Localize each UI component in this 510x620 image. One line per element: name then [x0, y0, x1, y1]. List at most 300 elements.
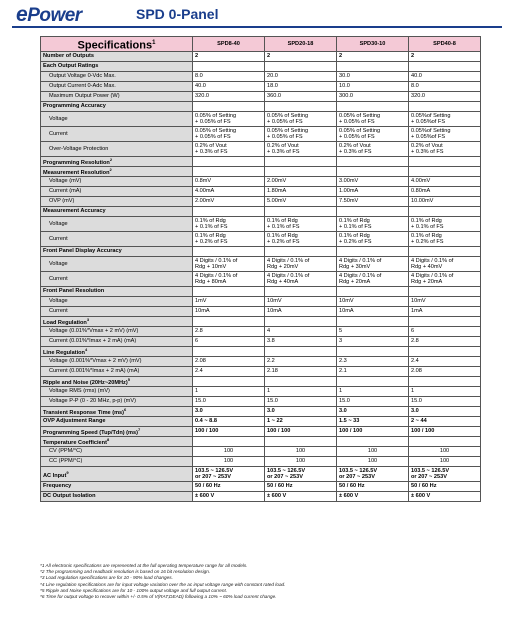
- footnotes: [40, 563, 490, 600]
- row-label: [41, 407, 193, 417]
- row-label: [41, 327, 193, 337]
- row-label-text: CC (PPM/°C): [49, 458, 83, 465]
- value-cell: [265, 347, 337, 357]
- value-cell: [337, 467, 409, 482]
- table-row: [41, 142, 481, 157]
- value-line: Rdg + 40mV: [411, 264, 443, 270]
- footnote: *4 Line regulation specifications are for input voltage variation over the ac input voltage range with constant rated load.: [40, 581, 286, 587]
- model-header: SPD30-10: [337, 37, 409, 52]
- value-cell: [409, 437, 481, 447]
- row-label-text: Current: [49, 275, 68, 282]
- value-line: Rdg + 10mV: [195, 264, 227, 270]
- value-line: 0.2% of Vout: [195, 142, 227, 149]
- value-line: 0.1% of Rdg: [339, 217, 370, 224]
- table-row: [41, 447, 481, 457]
- table-row: [41, 127, 481, 142]
- value-line: 0.1% of Rdg: [267, 232, 298, 239]
- row-label: [41, 92, 193, 102]
- footnote: *1 All electronic specifications are represented at the full operating temperature range for all models.: [40, 563, 248, 568]
- value-cell: [265, 437, 337, 447]
- row-label: [41, 197, 193, 207]
- value-cell: 1: [193, 387, 265, 397]
- value-line: 0.1% of Rdg: [195, 217, 226, 224]
- row-label: [41, 437, 193, 447]
- value-cell: [409, 112, 481, 127]
- value-cell: 18.0: [265, 82, 337, 92]
- value-line: 0.1% of Rdg: [411, 217, 442, 224]
- value-cell: [193, 207, 265, 217]
- value-cell: ± 600 V: [337, 492, 409, 502]
- row-label-text: Voltage P-P (0 - 20 MHz, p-p) (mV): [49, 398, 136, 405]
- footnote: *2 The programming and readback resolution is based on 16 bit resolution design.: [40, 569, 211, 575]
- value-line: + 0.3% of FS: [411, 149, 444, 155]
- value-cell: 50 / 60 Hz: [337, 482, 409, 492]
- model-header: SPD20-18: [265, 37, 337, 52]
- value-cell: 10mA: [265, 307, 337, 317]
- row-label-text: Transient Response Time (ms): [43, 409, 125, 416]
- row-label: [41, 82, 193, 92]
- value-cell: [193, 437, 265, 447]
- row-label-text: Output Voltage 0-Vdc Max.: [49, 73, 116, 80]
- value-line: + 0.1% of FS: [411, 224, 444, 230]
- table-row: [41, 427, 481, 437]
- value-cell: 360.0: [265, 92, 337, 102]
- value-line: + 0.1% of FS: [195, 224, 228, 230]
- table-row: [41, 377, 481, 387]
- value-cell: [193, 142, 265, 157]
- value-line: 0.05%of Setting: [411, 127, 451, 134]
- header-divider: [12, 26, 502, 28]
- row-label: [41, 492, 193, 502]
- value-line: Rdg + 30mV: [339, 264, 371, 270]
- table-row: [41, 272, 481, 287]
- brand-prefix: e: [16, 3, 28, 26]
- value-cell: 1mA: [409, 307, 481, 317]
- row-label-sup: 6: [124, 407, 127, 413]
- value-cell: 20.0: [265, 72, 337, 82]
- value-cell: [265, 247, 337, 257]
- row-label: [41, 297, 193, 307]
- value-line: 4 Digits / 0.1% of: [195, 272, 238, 279]
- value-cell: 0.8mV: [193, 177, 265, 187]
- value-line: 103.5 ~ 126.5V: [267, 467, 306, 474]
- table-row: [41, 72, 481, 82]
- value-cell: [265, 112, 337, 127]
- brand-name: Power: [27, 5, 82, 26]
- value-cell: 4: [265, 327, 337, 337]
- value-cell: 100: [337, 457, 409, 467]
- row-label-text: Load Regulation: [43, 319, 87, 326]
- row-label-text: Ripple and Noise (20Hz~20MHz): [43, 379, 128, 386]
- value-cell: 50 / 60 Hz: [265, 482, 337, 492]
- value-cell: [265, 232, 337, 247]
- value-cell: [409, 257, 481, 272]
- value-cell: 2.4: [193, 367, 265, 377]
- value-cell: 3: [337, 337, 409, 347]
- table-row: [41, 52, 481, 62]
- value-cell: 30.0: [337, 72, 409, 82]
- row-label: [41, 347, 193, 357]
- row-label-sup: 7: [138, 427, 141, 433]
- value-cell: 10mV: [409, 297, 481, 307]
- row-label: [41, 482, 193, 492]
- table-row: [41, 62, 481, 72]
- table-row: [41, 467, 481, 482]
- value-cell: 100: [409, 457, 481, 467]
- model-header: SPD40-8: [409, 37, 481, 52]
- value-cell: [337, 347, 409, 357]
- row-label: [41, 317, 193, 327]
- table-row: [41, 177, 481, 187]
- value-cell: [337, 142, 409, 157]
- value-cell: 0.4 ~ 8.8: [193, 417, 265, 427]
- value-cell: 3.00mV: [337, 177, 409, 187]
- row-label-sup: 5: [127, 377, 130, 383]
- value-cell: [409, 62, 481, 72]
- value-cell: 1mV: [193, 297, 265, 307]
- value-line: 4 Digits / 0.1% of: [411, 272, 454, 279]
- value-cell: [409, 232, 481, 247]
- value-cell: [409, 217, 481, 232]
- row-label-text: Number of Outputs: [43, 53, 94, 60]
- table-row: [41, 327, 481, 337]
- value-cell: 100: [265, 447, 337, 457]
- row-label: [41, 427, 193, 437]
- row-label-text: Programming Resolution: [43, 159, 110, 166]
- row-label: [41, 187, 193, 197]
- page-header: [0, 0, 510, 30]
- value-line: or 207 ~ 253V: [267, 474, 303, 480]
- value-line: 4 Digits / 0.1% of: [267, 257, 310, 264]
- row-label: [41, 62, 193, 72]
- row-label-text: Measurement Resolution: [43, 169, 110, 176]
- table-row: [41, 482, 481, 492]
- value-cell: [193, 257, 265, 272]
- value-cell: 10.00mV: [409, 197, 481, 207]
- row-label-text: Front Panel Display Accuracy: [43, 248, 122, 255]
- value-line: 0.1% of Rdg: [195, 232, 226, 239]
- value-line: + 0.05%of FS: [411, 119, 446, 125]
- table-row: [41, 257, 481, 272]
- table-title: [41, 37, 193, 52]
- value-line: + 0.2% of FS: [195, 239, 228, 245]
- value-cell: 40.0: [409, 72, 481, 82]
- value-cell: [337, 112, 409, 127]
- row-label: [41, 287, 193, 297]
- value-line: + 0.05% of FS: [267, 119, 303, 125]
- value-cell: 2: [265, 52, 337, 62]
- table-row: [41, 407, 481, 417]
- value-cell: 2.4: [409, 357, 481, 367]
- value-cell: 3.0: [409, 407, 481, 417]
- value-cell: 40.0: [193, 82, 265, 92]
- row-label: [41, 177, 193, 187]
- table-row: [41, 437, 481, 447]
- value-cell: 2.08: [193, 357, 265, 367]
- row-label-text: Voltage: [49, 260, 68, 267]
- value-cell: [409, 247, 481, 257]
- value-cell: [337, 127, 409, 142]
- value-cell: [193, 287, 265, 297]
- value-cell: [409, 207, 481, 217]
- table-row: [41, 92, 481, 102]
- value-cell: [409, 347, 481, 357]
- value-cell: [337, 377, 409, 387]
- value-line: 0.05% of Setting: [339, 112, 381, 119]
- value-line: 0.1% of Rdg: [411, 232, 442, 239]
- footnote: *5 Ripple and Noise specifications are for 10 - 100% output voltage and full output current.: [40, 587, 228, 593]
- row-label: [41, 102, 193, 112]
- row-label-text: Frequency: [43, 483, 72, 490]
- value-cell: [337, 167, 409, 177]
- value-cell: 8.0: [409, 82, 481, 92]
- table-title-sup: 1: [152, 39, 156, 46]
- value-line: 0.2% of Vout: [339, 142, 371, 149]
- value-cell: 50 / 60 Hz: [409, 482, 481, 492]
- row-label-text: Front Panel Resolution: [43, 288, 105, 295]
- row-label: [41, 207, 193, 217]
- value-cell: [337, 102, 409, 112]
- row-label-text: Programming Accuracy: [43, 103, 106, 110]
- row-label: [41, 257, 193, 272]
- value-line: + 0.2% of FS: [411, 239, 444, 245]
- value-cell: 7.50mV: [337, 197, 409, 207]
- spec-table: [40, 36, 481, 502]
- value-cell: [265, 467, 337, 482]
- value-line: Rdg + 40mA: [267, 279, 299, 285]
- value-cell: 100: [265, 457, 337, 467]
- value-cell: 10mA: [193, 307, 265, 317]
- table-row: [41, 157, 481, 167]
- value-cell: [265, 62, 337, 72]
- row-label: [41, 52, 193, 62]
- value-cell: 2.18: [265, 367, 337, 377]
- value-cell: [409, 157, 481, 167]
- value-cell: [265, 317, 337, 327]
- row-label-text: OVP (mV): [49, 198, 75, 205]
- page-title: SPD 0-Panel: [136, 6, 219, 22]
- value-line: + 0.05%of FS: [411, 134, 446, 140]
- row-label-text: Current: [49, 308, 68, 315]
- row-label-text: Voltage RMS (rms) (mV): [49, 388, 110, 395]
- table-row: [41, 357, 481, 367]
- value-cell: [193, 272, 265, 287]
- value-cell: [409, 127, 481, 142]
- value-cell: ± 600 V: [409, 492, 481, 502]
- value-line: 4 Digits / 0.1% of: [339, 257, 382, 264]
- value-line: Rdg + 80mA: [195, 279, 227, 285]
- value-line: + 0.2% of FS: [339, 239, 372, 245]
- value-line: + 0.1% of FS: [267, 224, 300, 230]
- value-line: + 0.05% of FS: [267, 134, 303, 140]
- value-line: Rdg + 20mV: [267, 264, 299, 270]
- value-line: or 207 ~ 253V: [339, 474, 375, 480]
- footnote: *3 Load regulation specifications are for 10 - 90% load changes.: [40, 575, 173, 581]
- value-cell: 5: [337, 327, 409, 337]
- table-row: [41, 457, 481, 467]
- row-label-text: Over-Voltage Protection: [49, 145, 109, 152]
- value-cell: 6: [193, 337, 265, 347]
- table-row: [41, 417, 481, 427]
- value-cell: [193, 377, 265, 387]
- row-label: [41, 157, 193, 167]
- value-cell: [409, 377, 481, 387]
- value-cell: [193, 157, 265, 167]
- value-cell: 2: [193, 52, 265, 62]
- value-cell: 2.2: [265, 357, 337, 367]
- value-line: 0.05% of Setting: [339, 127, 381, 134]
- value-line: Rdg + 20mA: [411, 279, 443, 285]
- value-cell: 15.0: [193, 397, 265, 407]
- value-line: 0.05%of Setting: [411, 112, 451, 119]
- value-cell: [265, 272, 337, 287]
- table-row: [41, 102, 481, 112]
- value-cell: [265, 102, 337, 112]
- table-row: [41, 197, 481, 207]
- value-line: + 0.1% of FS: [339, 224, 372, 230]
- row-label: [41, 232, 193, 247]
- row-label: [41, 337, 193, 347]
- value-cell: [337, 232, 409, 247]
- row-label: [41, 377, 193, 387]
- row-label-text: Maximum Output Power (W): [49, 93, 120, 100]
- table-title-text: Specifications: [77, 39, 153, 52]
- value-line: 4 Digits / 0.1% of: [267, 272, 310, 279]
- value-cell: [193, 102, 265, 112]
- table-row: [41, 232, 481, 247]
- value-cell: ± 600 V: [265, 492, 337, 502]
- table-row: [41, 492, 481, 502]
- value-cell: 2.00mV: [193, 197, 265, 207]
- value-cell: 1.00mA: [337, 187, 409, 197]
- value-cell: 6: [409, 327, 481, 337]
- row-label-text: Programming Speed (Tup/Tdn) (ms): [43, 429, 138, 436]
- footnote: *6 Time for output voltage to recover within +/- 0.5% of V(RAT,DEAD) following a 10% ~ 60% load current change.: [40, 594, 277, 600]
- row-label-text: Measurement Accuracy: [43, 208, 106, 215]
- value-cell: 10mV: [265, 297, 337, 307]
- value-line: 4 Digits / 0.1% of: [411, 257, 454, 264]
- table-row: [41, 387, 481, 397]
- value-cell: 100 / 100: [337, 427, 409, 437]
- row-label-text: Current (mA): [49, 188, 82, 195]
- row-label: [41, 467, 193, 482]
- value-line: 4 Digits / 0.1% of: [195, 257, 238, 264]
- value-cell: [193, 112, 265, 127]
- row-label-text: Each Output Ratings: [43, 63, 99, 70]
- table-header-row: [41, 37, 481, 52]
- table-row: [41, 217, 481, 232]
- table-row: [41, 207, 481, 217]
- value-cell: 4.00mA: [193, 187, 265, 197]
- value-line: 103.5 ~ 126.5V: [411, 467, 450, 474]
- value-line: 0.1% of Rdg: [267, 217, 298, 224]
- value-cell: [337, 317, 409, 327]
- value-cell: [337, 287, 409, 297]
- row-label: [41, 387, 193, 397]
- value-line: + 0.05% of FS: [195, 119, 231, 125]
- value-cell: 3.8: [265, 337, 337, 347]
- row-label-text: Voltage (mV): [49, 178, 82, 185]
- row-label-text: Current (0.001%*Imax + 2 mA) (mA): [49, 368, 140, 375]
- value-cell: 2.00mV: [265, 177, 337, 187]
- value-cell: [337, 62, 409, 72]
- value-cell: 100: [337, 447, 409, 457]
- value-cell: [337, 207, 409, 217]
- value-cell: 320.0: [409, 92, 481, 102]
- value-cell: 0.80mA: [409, 187, 481, 197]
- value-line: 0.05% of Setting: [267, 112, 309, 119]
- value-cell: 1: [337, 387, 409, 397]
- value-cell: 10mV: [337, 297, 409, 307]
- value-cell: 100 / 100: [193, 427, 265, 437]
- value-line: + 0.05% of FS: [339, 134, 375, 140]
- spec-table-body: [41, 52, 481, 502]
- value-cell: [409, 287, 481, 297]
- row-label-text: Voltage: [49, 115, 68, 122]
- value-cell: 10.0: [337, 82, 409, 92]
- row-label-text: DC Output Isolation: [43, 493, 96, 500]
- value-line: + 0.3% of FS: [339, 149, 372, 155]
- brand-logo: [16, 3, 82, 27]
- value-cell: 100: [409, 447, 481, 457]
- row-label: [41, 167, 193, 177]
- value-cell: 2: [337, 52, 409, 62]
- value-line: 103.5 ~ 126.5V: [195, 467, 234, 474]
- value-cell: [193, 247, 265, 257]
- value-cell: [337, 257, 409, 272]
- row-label-text: Output Current 0-Adc Max.: [49, 83, 116, 90]
- value-cell: [193, 127, 265, 142]
- row-label: [41, 112, 193, 127]
- row-label: [41, 272, 193, 287]
- value-cell: 8.0: [193, 72, 265, 82]
- value-cell: [193, 62, 265, 72]
- value-cell: [193, 167, 265, 177]
- value-cell: 1.5 ~ 33: [337, 417, 409, 427]
- value-line: + 0.2% of FS: [267, 239, 300, 245]
- row-label-sup: 8: [106, 437, 110, 443]
- value-cell: 10mA: [337, 307, 409, 317]
- row-label: [41, 367, 193, 377]
- value-cell: 100: [193, 447, 265, 457]
- value-cell: [337, 217, 409, 232]
- value-cell: 320.0: [193, 92, 265, 102]
- value-cell: [193, 347, 265, 357]
- row-label: [41, 417, 193, 427]
- row-label: [41, 447, 193, 457]
- value-cell: 2.8: [193, 327, 265, 337]
- value-cell: [337, 157, 409, 167]
- value-cell: [409, 317, 481, 327]
- row-label-text: Voltage: [49, 220, 68, 227]
- value-cell: [265, 142, 337, 157]
- value-cell: 5.00mV: [265, 197, 337, 207]
- value-cell: [409, 167, 481, 177]
- row-label-sup: 4: [84, 347, 88, 353]
- value-line: 4 Digits / 0.1% of: [339, 272, 382, 279]
- value-line: 103.5 ~ 126.5V: [339, 467, 378, 474]
- value-cell: [193, 217, 265, 232]
- value-cell: [265, 217, 337, 232]
- row-label: [41, 397, 193, 407]
- table-row: [41, 82, 481, 92]
- value-cell: [409, 102, 481, 112]
- value-line: or 207 ~ 253V: [411, 474, 447, 480]
- value-cell: [265, 287, 337, 297]
- value-cell: 2.8: [409, 337, 481, 347]
- value-cell: [337, 247, 409, 257]
- row-label-text: Voltage (0.01%*Vmax + 2 mV) (mV): [49, 328, 139, 335]
